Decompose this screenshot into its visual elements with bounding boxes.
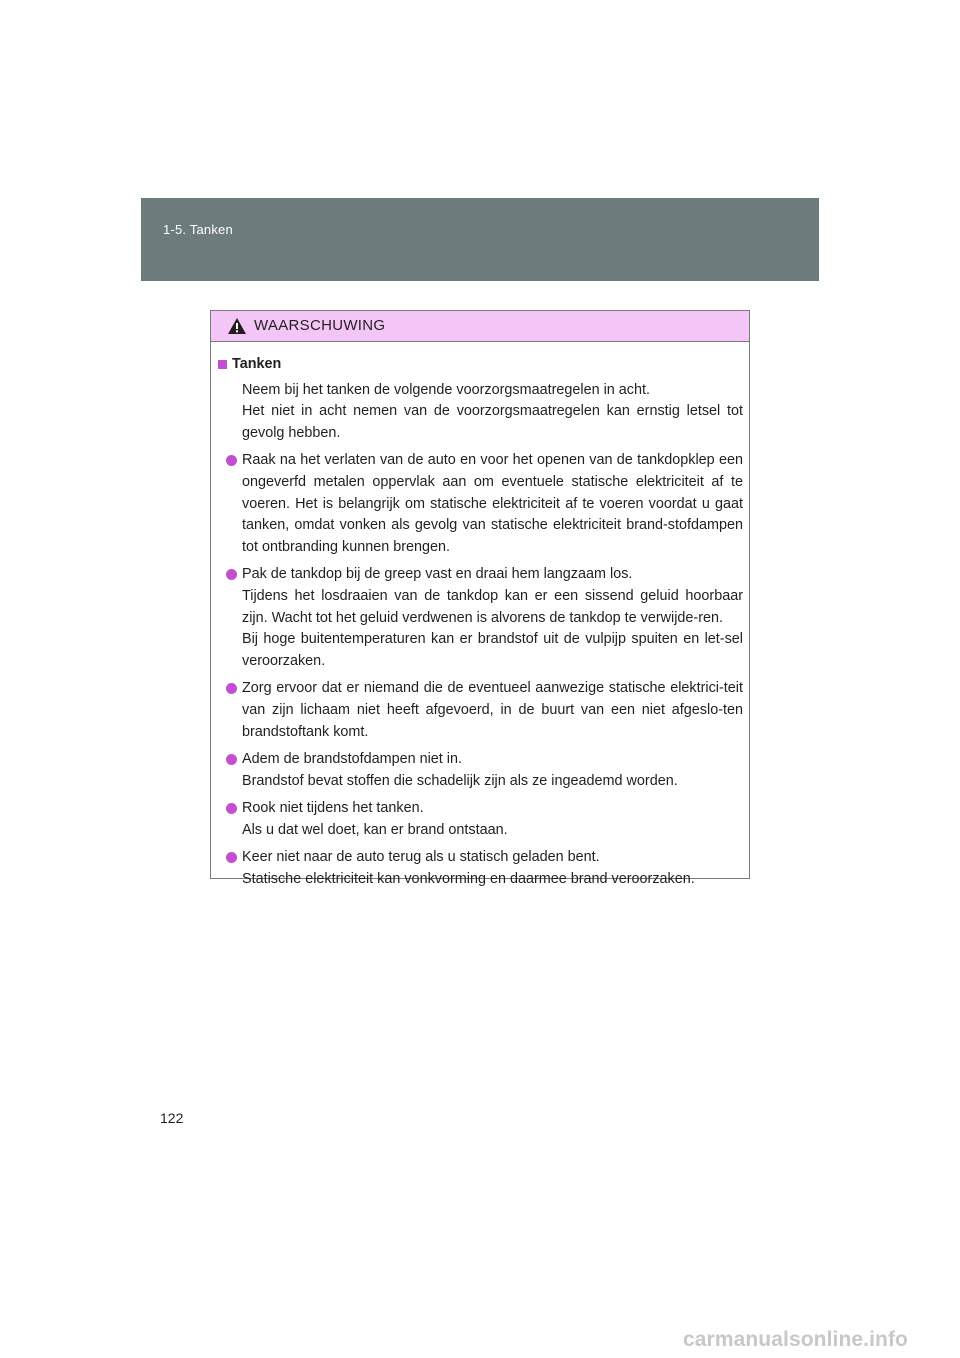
list-item-text: Zorg ervoor dat er niemand die de eventueel aanwezige statische elektrici-teit van zijn lichaam niet heeft afgevoerd, in de buurt van een niet afgeslo-ten brandstoftank komt.	[242, 680, 743, 740]
list-item-text: Statische elektriciteit kan vonkvorming en daarmee brand veroorzaken.	[242, 871, 695, 888]
intro-line: Neem bij het tanken de volgende voorzorgsmaatregelen in acht.	[242, 381, 650, 398]
list-item-text: Tijdens het losdraaien van de tankdop kan er een sissend geluid hoorbaar zijn. Wacht tot het geluid verdwenen is alvorens de tankdop te verwijde-ren.	[242, 587, 743, 626]
list-item	[217, 678, 743, 743]
warning-subheading	[217, 354, 743, 376]
section-header-band	[141, 198, 819, 281]
precaution-list	[217, 450, 743, 890]
bullet-dot-icon	[226, 455, 237, 466]
bullet-dot-icon	[226, 754, 237, 765]
list-item-text: Pak de tankdop bij de greep vast en draai hem langzaam los.	[242, 566, 633, 583]
list-item-text: Adem de brandstofdampen niet in.	[242, 751, 462, 768]
bullet-dot-icon	[226, 852, 237, 863]
section-label: 1-5. Tanken	[163, 222, 233, 237]
watermark[interactable]: carmanualsonline.info	[683, 1328, 908, 1351]
warning-header	[211, 311, 749, 342]
list-item	[217, 450, 743, 558]
list-item-text: Raak na het verlaten van de auto en voor het openen van de tankdopklep een ongeverfd metalen oppervlak aan om eventuele statische elektriciteit af te voeren. Het is belangrijk om statische elektriciteit af te voeren voordat u gaat tanken, omdat vonken als gevolg van statische elektriciteit brand-stofdampen tot ontbranding kunnen brengen.	[242, 452, 743, 555]
bullet-dot-icon	[226, 803, 237, 814]
list-item-text: Keer niet naar de auto terug als u statisch geladen bent.	[242, 849, 600, 866]
list-item-text: Bij hoge buitentemperaturen kan er brandstof uit de vulpijp spuiten en let-sel veroorzaken.	[242, 631, 743, 669]
warning-triangle-icon	[227, 317, 247, 335]
list-item	[217, 749, 743, 792]
warning-box	[210, 310, 750, 888]
subheading-text: Tanken	[232, 356, 282, 372]
intro-line: Het niet in acht nemen van de voorzorgsmaatregelen kan ernstig letsel tot gevolg hebben.	[242, 403, 743, 441]
warning-body	[211, 342, 749, 891]
warning-title: WAARSCHUWING	[254, 317, 386, 334]
list-item-text: Als u dat wel doet, kan er brand ontstaan.	[242, 821, 508, 838]
list-item-text: Rook niet tijdens het tanken.	[242, 800, 424, 817]
list-item	[217, 798, 743, 841]
list-item	[217, 847, 743, 890]
square-bullet-icon	[218, 360, 227, 369]
bullet-dot-icon	[226, 569, 237, 580]
list-item-text: Brandstof bevat stoffen die schadelijk zijn als ze ingeademd worden.	[242, 772, 678, 789]
list-item	[217, 564, 743, 672]
page-number: 122	[160, 1110, 184, 1126]
warning-intro	[217, 380, 743, 445]
bullet-dot-icon	[226, 683, 237, 694]
